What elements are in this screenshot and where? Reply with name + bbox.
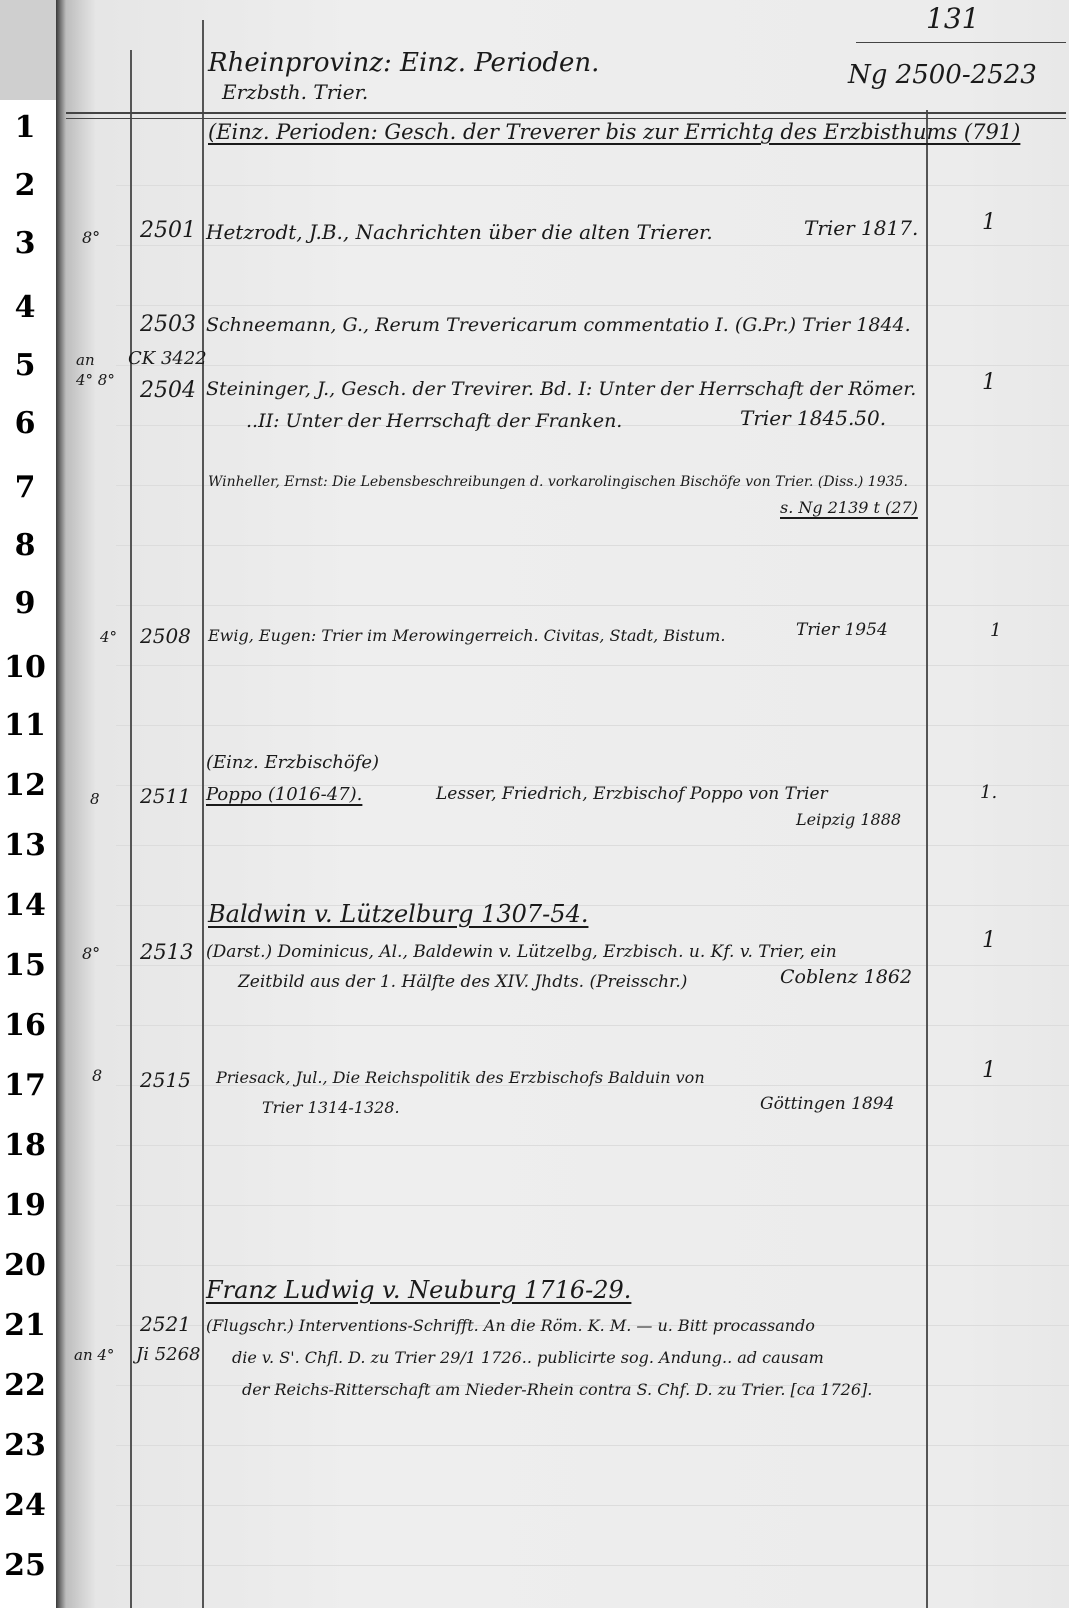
entry-number: 2503 bbox=[140, 312, 196, 337]
number-range: Ng 2500-2523 bbox=[848, 60, 1037, 90]
page-number-rule bbox=[856, 42, 1066, 43]
entry-number: 2521 bbox=[140, 1312, 191, 1336]
line-number: 23 bbox=[4, 1428, 46, 1463]
line-number: 6 bbox=[14, 406, 36, 441]
entry-text: Ewig, Eugen: Trier im Merowingerreich. Civitas, Stadt, Bistum. bbox=[208, 626, 726, 645]
ledger-page bbox=[56, 0, 1069, 1608]
line-number: 7 bbox=[14, 470, 36, 505]
line-number: 10 bbox=[4, 650, 46, 685]
line-number: 24 bbox=[4, 1488, 46, 1523]
section-heading: Franz Ludwig v. Neuburg 1716-29. bbox=[206, 1276, 632, 1304]
entry-place-year: Trier 1845.50. bbox=[740, 406, 887, 430]
line-number: 12 bbox=[4, 768, 46, 803]
entry-number: 2513 bbox=[140, 940, 194, 964]
line-number: 2 bbox=[14, 168, 36, 203]
entry-text: ..II: Unter der Herrschaft der Franken. bbox=[246, 410, 623, 432]
entry-text: (Flugschr.) Interventions-Schrifft. An die Röm. K. M. — u. Bitt procassando bbox=[206, 1316, 815, 1335]
entry-place-year: Göttingen 1894 bbox=[760, 1094, 895, 1114]
line-number: 19 bbox=[4, 1188, 46, 1223]
column-rule bbox=[926, 110, 928, 1608]
entry-place-year: Trier 1954 bbox=[796, 620, 888, 640]
format-mark: 8 bbox=[92, 1066, 103, 1085]
header-rule bbox=[66, 118, 1066, 119]
format-mark: 4° bbox=[100, 628, 118, 646]
page-subtitle: Erzbsth. Trier. bbox=[222, 80, 369, 104]
section-heading: Baldwin v. Lützelburg 1307-54. bbox=[208, 900, 589, 928]
line-number: 20 bbox=[4, 1248, 46, 1283]
entry-text: die v. S'. Chfl. D. zu Trier 29/1 1726.. publicirte sog. Andung.. ad causam bbox=[232, 1348, 824, 1367]
line-number: 9 bbox=[14, 586, 36, 621]
column-rule bbox=[202, 20, 204, 1608]
entry-text: Schneemann, G., Rerum Trevericarum commentatio I. (G.Pr.) Trier 1844. bbox=[206, 314, 911, 336]
line-number: 18 bbox=[4, 1128, 46, 1163]
entry-place-year: Leipzig 1888 bbox=[796, 810, 902, 829]
entry-number: 2515 bbox=[140, 1068, 191, 1092]
scan-corner bbox=[0, 0, 56, 100]
column-rule bbox=[130, 50, 132, 1608]
entry-count: 1 bbox=[982, 1058, 996, 1083]
page-number: 131 bbox=[926, 2, 980, 35]
line-number: 21 bbox=[4, 1308, 46, 1343]
line-number: 4 bbox=[14, 290, 36, 325]
line-number: 5 bbox=[14, 348, 36, 383]
line-number: 16 bbox=[4, 1008, 46, 1043]
cross-reference: s. Ng 2139 t (27) bbox=[780, 498, 918, 517]
entry-text: Lesser, Friedrich, Erzbischof Poppo von Trier bbox=[436, 784, 828, 804]
line-number: 22 bbox=[4, 1368, 46, 1403]
entry-text: (Darst.) Dominicus, Al., Baldewin v. Lützelbg, Erzbisch. u. Kf. v. Trier, ein bbox=[206, 942, 837, 962]
line-number: 25 bbox=[4, 1548, 46, 1583]
entry-count: 1 bbox=[982, 210, 996, 235]
entry-count: 1. bbox=[980, 782, 998, 803]
entry-number: 2504 bbox=[140, 378, 196, 403]
line-number: 17 bbox=[4, 1068, 46, 1103]
section-heading: (Einz. Erzbischöfe) bbox=[206, 752, 380, 773]
line-number: 15 bbox=[4, 948, 46, 983]
format-mark: 8° bbox=[82, 944, 101, 963]
entry-text: der Reichs-Ritterschaft am Nieder-Rhein contra S. Chf. D. zu Trier. [ca 1726]. bbox=[242, 1380, 873, 1399]
shelf-signature: Ji 5268 bbox=[136, 1344, 201, 1365]
entry-heading: Poppo (1016-47). bbox=[206, 784, 363, 805]
format-mark: an 4° 8° bbox=[76, 351, 115, 389]
line-number: 13 bbox=[4, 828, 46, 863]
format-mark: 8° bbox=[82, 228, 101, 247]
entry-number: 2501 bbox=[140, 218, 196, 243]
header-rule bbox=[66, 112, 1066, 114]
line-number: 1 bbox=[14, 110, 36, 145]
line-number: 11 bbox=[4, 708, 46, 743]
entry-count: 1 bbox=[982, 928, 996, 953]
entry-number: 2511 bbox=[140, 784, 191, 808]
entry-count: 1 bbox=[982, 370, 996, 395]
format-mark: 8 bbox=[90, 790, 100, 808]
entry-text: Trier 1314-1328. bbox=[262, 1098, 400, 1117]
entry-text: Priesack, Jul., Die Reichspolitik des Erzbischofs Balduin von bbox=[216, 1068, 705, 1087]
section-heading: (Einz. Perioden: Gesch. der Treverer bis zur Errichtg des Erzbisthums (791) bbox=[208, 120, 1021, 144]
entry-text: Winheller, Ernst: Die Lebensbeschreibungen d. vorkarolingischen Bischöfe von Trier. (Diss.) 1935. bbox=[208, 474, 908, 490]
line-number: 8 bbox=[14, 528, 36, 563]
entry-place-year: Coblenz 1862 bbox=[780, 966, 913, 988]
entry-place-year: Trier 1817. bbox=[804, 216, 919, 240]
entry-text: Zeitbild aus der 1. Hälfte des XIV. Jhdts. (Preisschr.) bbox=[238, 972, 688, 992]
entry-count: 1 bbox=[990, 620, 1002, 641]
entry-number: 2508 bbox=[140, 624, 191, 648]
shelf-signature: CK 3422 bbox=[128, 348, 207, 369]
entry-text: Hetzrodt, J.B., Nachrichten über die alten Trierer. bbox=[206, 220, 713, 244]
line-number: 3 bbox=[14, 226, 36, 261]
page-title: Rheinprovinz: Einz. Perioden. bbox=[208, 48, 600, 78]
line-number: 14 bbox=[4, 888, 46, 923]
entry-text: Steininger, J., Gesch. der Trevirer. Bd. I: Unter der Herrschaft der Römer. bbox=[206, 378, 917, 400]
format-mark: an 4° bbox=[74, 1346, 115, 1364]
